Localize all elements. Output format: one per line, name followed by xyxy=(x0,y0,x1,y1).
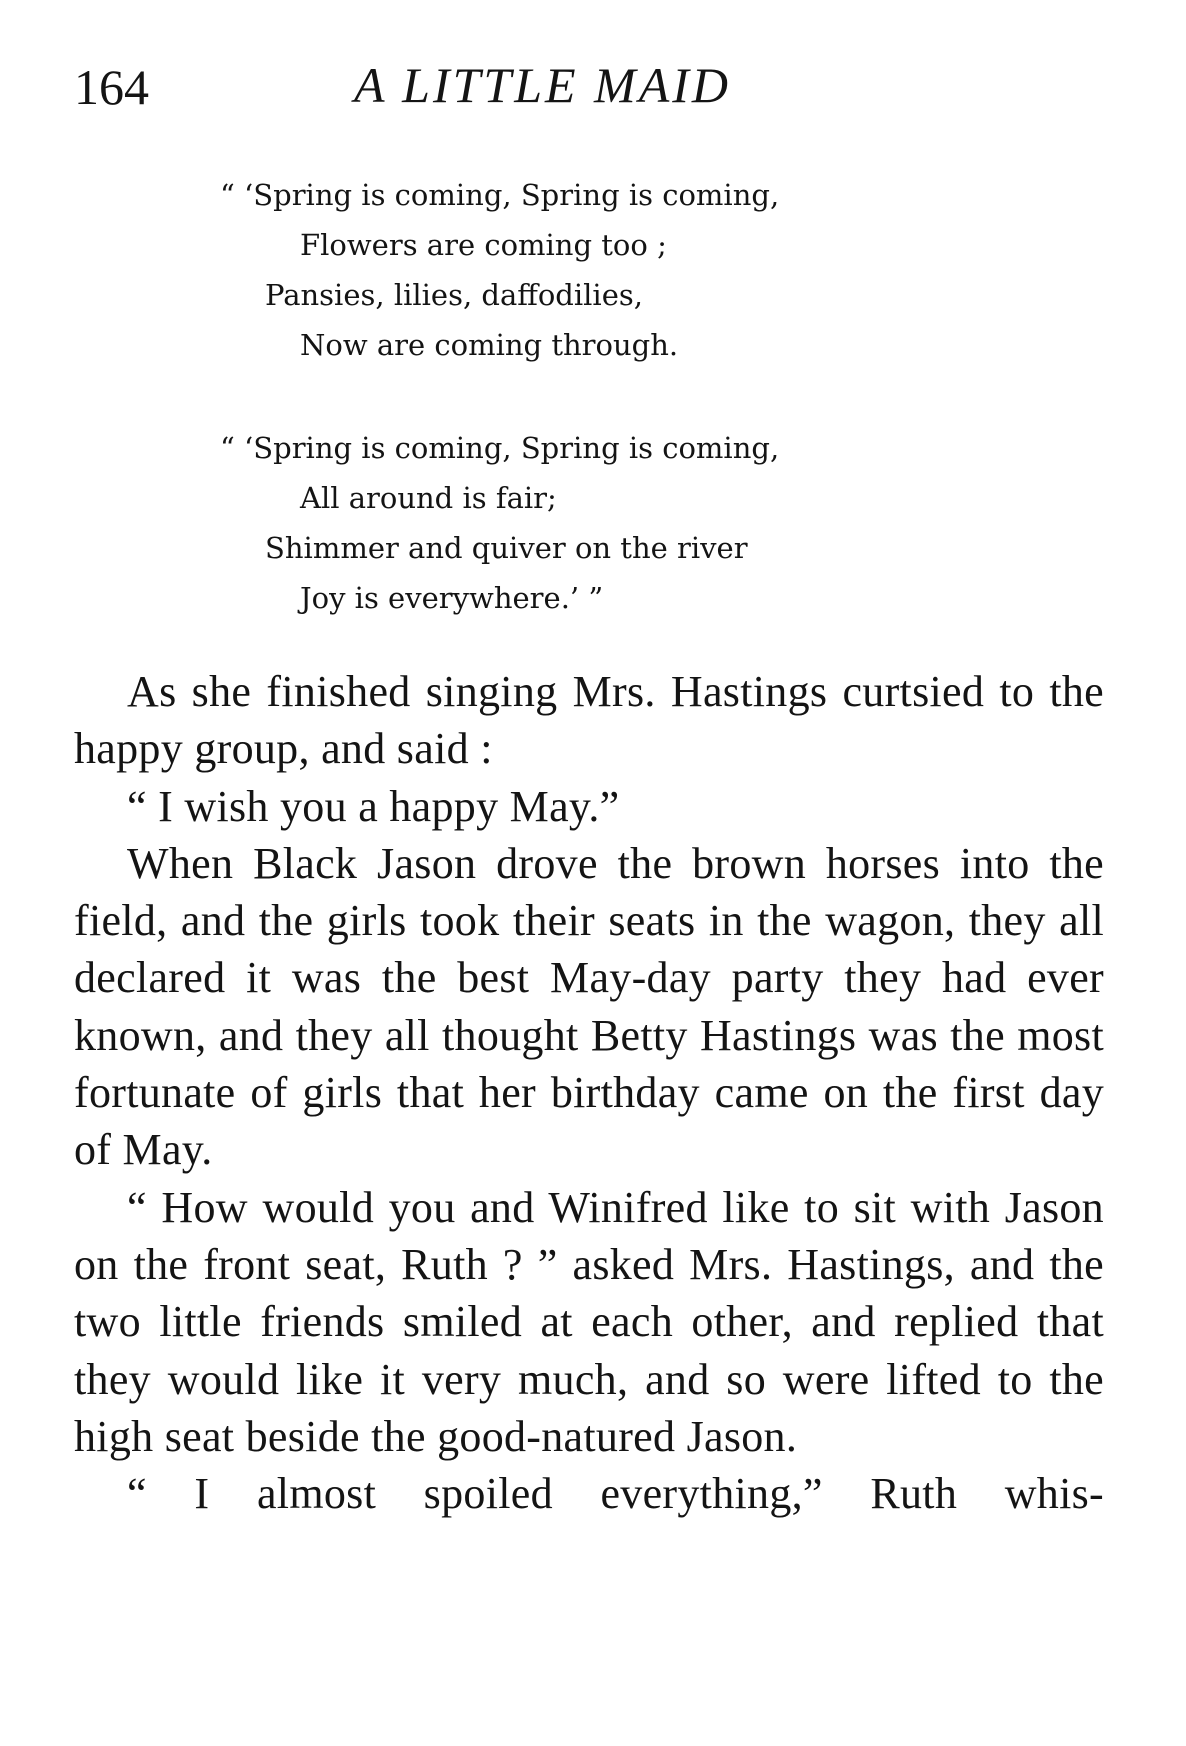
page-number: 164 xyxy=(74,59,149,115)
poem-line: Now are coming through. xyxy=(300,328,679,362)
poem-line: Joy is everywhere.’ ” xyxy=(300,581,604,615)
poem-stanza xyxy=(220,170,1020,370)
poem-line: Shimmer and quiver on the river xyxy=(265,531,748,565)
poem-line: “ ‘Spring is coming, Spring is coming, xyxy=(220,431,780,465)
paragraph: When Black Jason drove the brown horses into the field, and the girls took their seats in the wagon, they all declared it was the best May-day party they had ever known, and they all thought Betty Hastings was the most fortunate of girls that her birthday came on the first day of May. xyxy=(74,838,1104,1175)
poem-line: All around is fair; xyxy=(300,481,557,515)
poem-line: “ ‘Spring is coming, Spring is coming, xyxy=(220,178,780,212)
page-header xyxy=(74,52,1104,122)
poem-line: Flowers are coming too ; xyxy=(300,228,667,262)
paragraph: As she finished singing Mrs. Hastings curtsied to the happy group, and said : xyxy=(74,667,1104,774)
paragraph: “ How would you and Winifred like to sit with Jason on the front seat, Ruth ? ” asked Mrs. Hastings, and the two little friends smiled at each other, and replied that they would like it very much, and so were lifted to the high seat beside the good-natured Jason. xyxy=(74,1182,1104,1461)
poem xyxy=(220,170,1020,623)
paragraph: “ I wish you a happy May.” xyxy=(127,781,620,831)
poem-stanza xyxy=(220,423,1020,623)
paragraph: “ I almost spoiled everything,” Ruth whis- xyxy=(127,1469,1104,1519)
prose-text xyxy=(74,663,1104,1522)
running-title: A LITTLE MAID xyxy=(354,57,732,113)
poem-line: Pansies, lilies, daffodilies, xyxy=(265,278,643,312)
